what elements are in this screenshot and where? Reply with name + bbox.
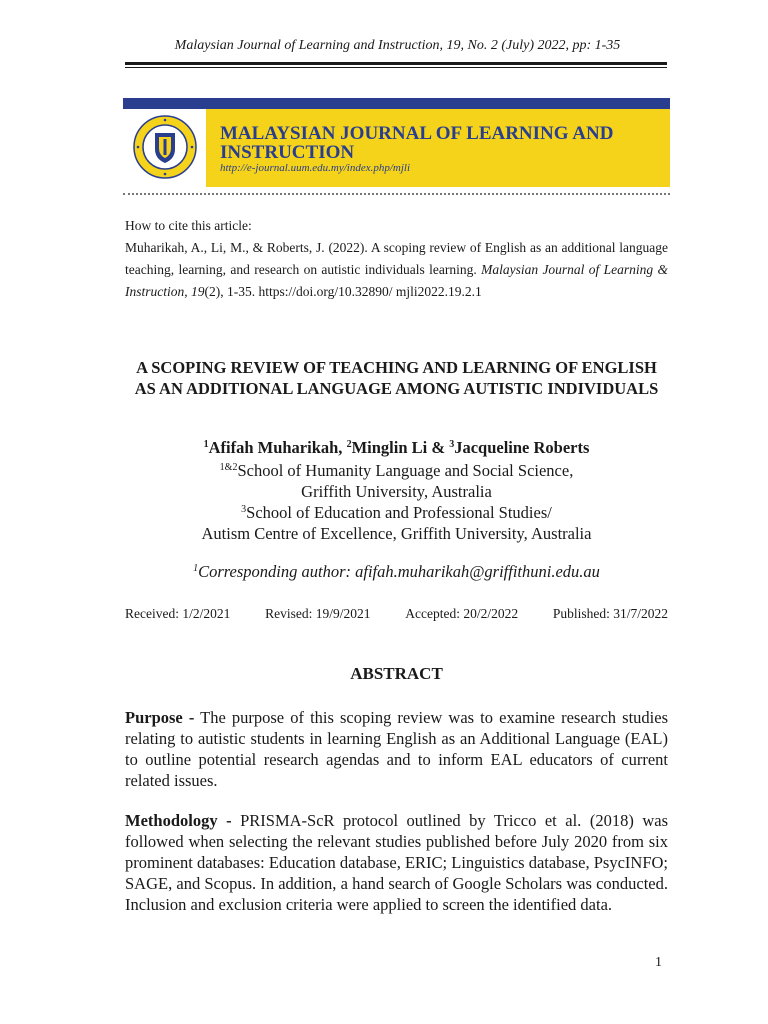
citation-block — [125, 215, 668, 303]
affiliation-text: Griffith University, Australia — [301, 482, 492, 501]
abstract-purpose — [125, 707, 668, 791]
corresponding-sup: 1 — [193, 563, 199, 574]
methodology-text: PRISMA-ScR protocol outlined by Tricco et al. (2018) was followed when selecting the relevant studies published before July 2020 from six prominent databases: Education database, ERIC; Linguistics database, PsycINFO; SAGE, and Scopus. In addition, a hand search of Google Scholars was conducted. Inclusion and exclusion criteria were applied to screen the identified data. — [125, 811, 669, 914]
date-published: Published: 31/7/2022 — [552, 606, 668, 621]
affiliation-line — [125, 481, 668, 502]
citation-journal: Malaysian Journal of Learning & Instruction — [125, 262, 669, 299]
author-name: Minglin Li & — [351, 438, 450, 457]
banner-dotted-rule — [123, 193, 670, 195]
running-header: Malaysian Journal of Learning and Instruction, 19, No. 2 (July) 2022, pp: 1-35 — [174, 38, 621, 53]
affiliation-sup: 1&2 — [219, 462, 238, 473]
purpose-label: Purpose - — [125, 708, 195, 727]
header-rule-thick — [125, 62, 667, 65]
citation-reference — [125, 237, 668, 303]
author-sup: 2 — [346, 439, 352, 450]
purpose-text: The purpose of this scoping review was to examine research studies relating to autistic students in learning English as an Additional Language (EAL) to outline potential research agendas and to inform EAL educators of current related issues. — [125, 708, 668, 790]
date-revised: Revised: 19/9/2021 — [265, 606, 371, 621]
affiliation-text: Autism Centre of Excellence, Griffith University, Australia — [201, 524, 592, 543]
affiliation-sup: 3 — [241, 504, 247, 515]
article-title: A SCOPING REVIEW OF TEACHING AND LEARNING OF ENGLISH AS AN ADDITIONAL LANGUAGE AMONG AUTISTIC INDIVIDUALS — [134, 358, 659, 398]
citation-volume-separator: , — [184, 284, 191, 299]
affiliation-line — [125, 523, 668, 544]
corresponding-text: Corresponding author: afifah.muharikah@griffithuni.edu.au — [198, 562, 600, 581]
affiliation-line — [125, 502, 668, 523]
abstract-methodology — [125, 810, 668, 915]
uum-crest-logo-icon — [133, 115, 197, 179]
citation-volume: 19 — [191, 284, 205, 299]
methodology-label: Methodology - — [125, 811, 232, 830]
author-name: Afifah Muharikah, — [208, 438, 347, 457]
affiliations — [125, 460, 668, 544]
date-accepted: Accepted: 20/2/2022 — [405, 606, 519, 621]
header-rule-thin — [125, 67, 667, 68]
author-sup: 1 — [203, 439, 209, 450]
author-name: Jacqueline Roberts — [454, 438, 590, 457]
abstract-heading: ABSTRACT — [350, 664, 443, 683]
author-sup: 3 — [449, 439, 455, 450]
journal-url[interactable]: http://e-journal.uum.edu.my/index.php/mjli — [220, 162, 411, 174]
author-line — [125, 438, 668, 458]
corresponding-author — [125, 562, 668, 582]
date-received: Received: 1/2/2021 — [125, 606, 231, 621]
page-number: 1 — [655, 955, 662, 970]
affiliation-line — [125, 460, 668, 481]
journal-name: MALAYSIAN JOURNAL OF LEARNING AND INSTRUCTION — [220, 123, 614, 163]
banner-blue-bar — [123, 98, 670, 109]
publication-dates — [125, 606, 668, 622]
citation-authors-title: Muharikah, A., Li, M., & Roberts, J. (2022). A scoping review of English as an additional language teaching, learning, and research on autistic individuals learning. — [125, 240, 668, 277]
affiliation-text: School of Education and Professional Studies/ — [246, 503, 552, 522]
affiliation-text: School of Humanity Language and Social Science, — [237, 461, 574, 480]
citation-doi[interactable]: (2), 1-35. https://doi.org/10.32890/ mjli2022.19.2.1 — [204, 284, 482, 299]
citation-heading: How to cite this article: — [125, 218, 252, 233]
